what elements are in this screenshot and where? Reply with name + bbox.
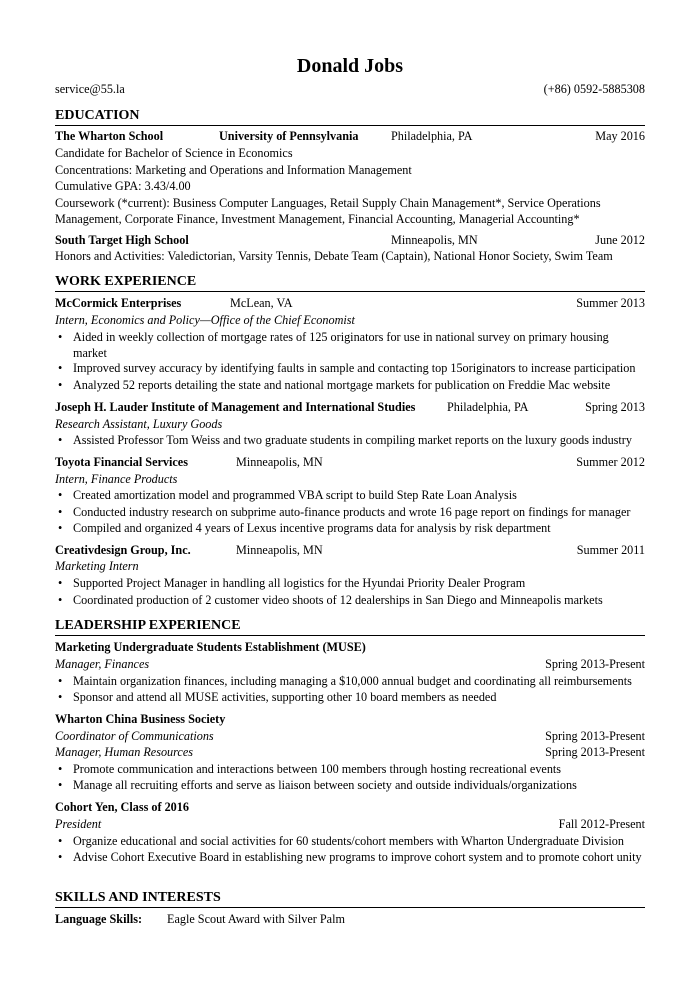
bullet-item: • Sponsor and attend all MUSE activities, supporting other 10 board members as needed — [58, 690, 497, 704]
muse-header-row — [55, 639, 645, 655]
bullet-item: • Supported Project Manager in handling all logistics for the Hyundai Priority Dealer Program — [58, 576, 526, 590]
job-location: Minneapolis, MN — [236, 543, 323, 557]
job-date: Spring 2013 — [585, 400, 645, 414]
section-heading-education: EDUCATION — [55, 107, 645, 126]
cohort-header-row — [55, 799, 645, 815]
bullet-icon: • — [58, 850, 63, 864]
bullet-item: • Created amortization model and programmed VBA script to build Step Rate Loan Analysis — [58, 488, 517, 502]
cohort-date: Fall 2012-Present — [558, 817, 645, 831]
job-org: Creativdesign Group, Inc. — [55, 543, 191, 557]
job-org: McCormick Enterprises — [55, 296, 182, 310]
cohort-org: Cohort Yen, Class of 2016 — [55, 800, 189, 814]
skills-value: Eagle Scout Award with Silver Palm — [167, 912, 345, 926]
bullet-item: • Aided in weekly collection of mortgage rates of 125 originators for use in national survey on primary housing market — [58, 330, 609, 360]
china-org: Wharton China Business Society — [55, 712, 226, 726]
bullet-icon: • — [58, 593, 63, 607]
wharton-degree: Candidate for Bachelor of Science in Economics — [55, 146, 293, 160]
bullet-icon: • — [58, 505, 63, 519]
bullet-item: • Assisted Professor Tom Weiss and two graduate students in compiling market reports on the luxury goods industry — [58, 433, 632, 447]
bullet-icon: • — [58, 674, 63, 688]
bullet-icon: • — [58, 378, 63, 392]
job-role: Intern, Finance Products — [55, 472, 178, 486]
cohort-role: President — [55, 817, 102, 831]
skills-row — [55, 911, 645, 927]
china-role-row — [55, 744, 645, 760]
highschool-honors: Honors and Activities: Valedictorian, Varsity Tennis, Debate Team (Captain), National Honor Society, Swim Team — [55, 249, 613, 263]
job-role: Marketing Intern — [55, 559, 139, 573]
bullet-icon: • — [58, 488, 63, 502]
china-header-row — [55, 711, 645, 727]
bullet-icon: • — [58, 433, 63, 447]
section-heading-skills: SKILLS AND INTERESTS — [55, 889, 645, 908]
section-heading-leadership: LEADERSHIP EXPERIENCE — [55, 617, 645, 636]
bullet-item: • Analyzed 52 reports detailing the state and national mortgage markets for publication on Freddie Mac website — [58, 378, 611, 392]
bullet-icon: • — [58, 690, 63, 704]
bullet-item: • Compiled and organized 4 years of Lexus incentive programs data for analysis by risk department — [58, 521, 551, 535]
bullet-icon: • — [58, 361, 63, 375]
bullet-icon: • — [58, 834, 63, 848]
wharton-school: The Wharton School — [55, 129, 164, 143]
china-role: Manager, Human Resources — [55, 745, 193, 759]
job-location: Philadelphia, PA — [447, 400, 529, 414]
muse-date: Spring 2013-Present — [545, 657, 645, 671]
skills-label: Language Skills: — [55, 912, 143, 926]
bullet-icon: • — [58, 330, 63, 344]
highschool-name: South Target High School — [55, 233, 189, 247]
china-role-row — [55, 728, 645, 744]
job-date: Summer 2013 — [576, 296, 645, 310]
cohort-role-row — [55, 816, 645, 832]
job-date: Summer 2012 — [576, 455, 645, 469]
job-role: Intern, Economics and Policy—Office of the Chief Economist — [55, 313, 355, 327]
job-header-row — [55, 542, 645, 558]
job-header-row — [55, 454, 645, 470]
bullet-item: • Coordinated production of 2 customer video shoots of 12 dealerships in San Diego and Minneapolis markets — [58, 593, 603, 607]
wharton-location: Philadelphia, PA — [391, 129, 473, 143]
wharton-date: May 2016 — [595, 129, 645, 143]
bullet-icon: • — [58, 762, 63, 776]
wharton-coursework: Coursework (*current): Business Computer Languages, Retail Supply Chain Management*, Service Operations Management, Corporate Finance, Investment Management, Financial Accounting, Managerial Accounting* — [55, 196, 601, 226]
muse-role-row — [55, 656, 645, 672]
bullet-icon: • — [58, 521, 63, 535]
resume-name: Donald Jobs — [296, 55, 404, 77]
wharton-header-row — [55, 128, 645, 144]
job-role: Research Assistant, Luxury Goods — [55, 417, 223, 431]
bullet-item: • Promote communication and interactions between 100 members through hosting recreational events — [58, 762, 562, 776]
bullet-icon: • — [58, 576, 63, 590]
job-location: Minneapolis, MN — [236, 455, 323, 469]
wharton-concentrations: Concentrations: Marketing and Operations and Information Management — [55, 163, 412, 177]
china-date: Spring 2013-Present — [545, 729, 645, 743]
muse-org: Marketing Undergraduate Students Establishment (MUSE) — [55, 640, 366, 654]
job-org: Toyota Financial Services — [55, 455, 188, 469]
job-header-row — [55, 399, 645, 415]
section-heading-work: WORK EXPERIENCE — [55, 273, 645, 292]
wharton-university: University of Pennsylvania — [219, 129, 359, 143]
china-role: Coordinator of Communications — [55, 729, 214, 743]
highschool-location: Minneapolis, MN — [391, 233, 478, 247]
bullet-item: • Conducted industry research on subprime auto-finance products and wrote 16 page report on findings for manager — [58, 505, 631, 519]
bullet-icon: • — [58, 778, 63, 792]
email: service@55.la — [55, 82, 125, 96]
bullet-item: • Manage all recruiting efforts and serve as liaison between society and outside individuals/organizations — [58, 778, 577, 792]
china-date: Spring 2013-Present — [545, 745, 645, 759]
job-header-row — [55, 295, 645, 311]
highschool-date: June 2012 — [595, 233, 645, 247]
bullet-item: • Maintain organization finances, including managing a $10,000 annual budget and coordinating all reimbursements — [58, 674, 632, 688]
contact-line — [55, 82, 645, 97]
highschool-header-row — [55, 232, 645, 248]
phone: (+86) 0592-5885308 — [543, 82, 645, 96]
wharton-gpa: Cumulative GPA: 3.43/4.00 — [55, 179, 191, 193]
bullet-item: • Advise Cohort Executive Board in establishing new programs to improve cohort system and to promote cohort unity — [58, 850, 642, 864]
job-location: McLean, VA — [230, 296, 293, 310]
bullet-item: • Improved survey accuracy by identifying faults in sample and contacting top 15originators to increase participation — [58, 361, 636, 375]
muse-role: Manager, Finances — [55, 657, 150, 671]
job-org: Joseph H. Lauder Institute of Management and International Studies — [55, 400, 416, 414]
bullet-item: • Organize educational and social activities for 60 students/cohort members with Wharton Undergraduate Division — [58, 834, 624, 848]
job-date: Summer 2011 — [576, 543, 645, 557]
